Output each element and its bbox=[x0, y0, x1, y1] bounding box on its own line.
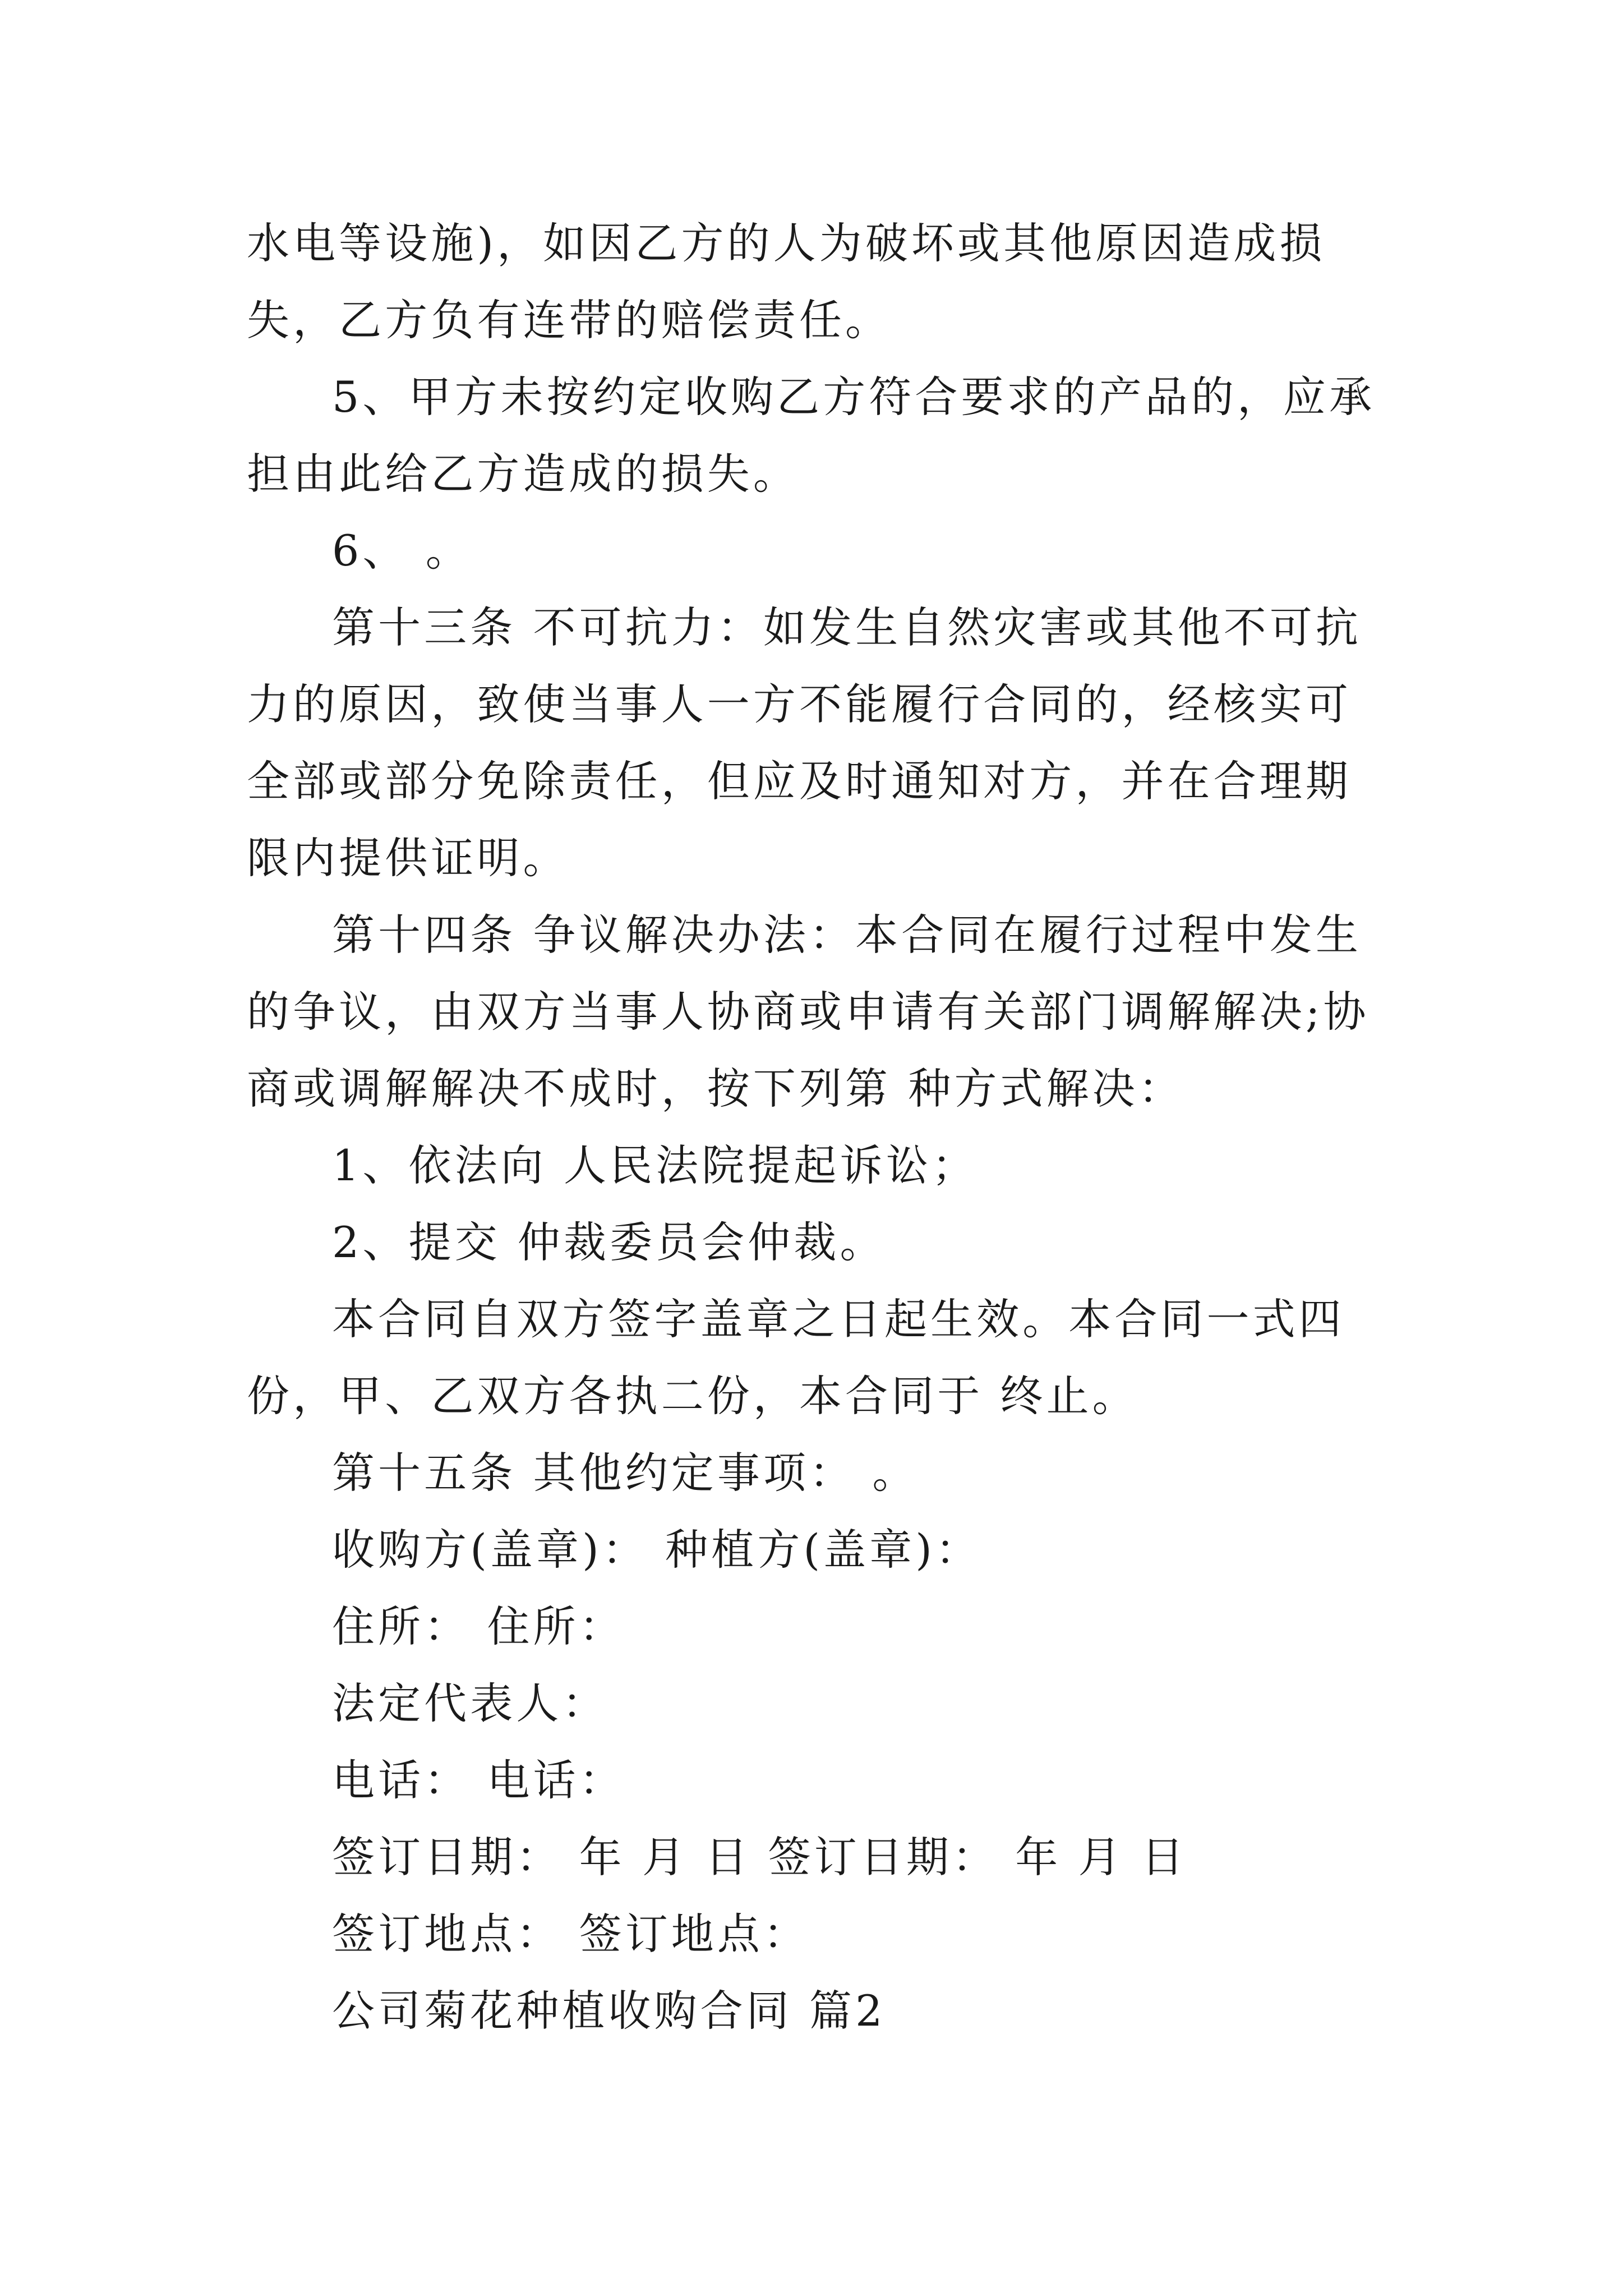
paragraph-clause-5: 5、甲方未按约定收购乙方符合要求的产品的，应承担由此给乙方造成的损失。 bbox=[247, 372, 1376, 499]
paragraph-option-1: 1、依法向 人民法院提起诉讼； bbox=[332, 1140, 978, 1190]
section-heading-part-2: 公司菊花种植收购合同 篇2 bbox=[332, 1986, 886, 2036]
paragraph-option-2: 2、提交 仲裁委员会仲裁。 bbox=[332, 1217, 886, 1267]
document-body bbox=[247, 205, 1385, 2049]
signature-line-seal: 收购方(盖章)： 种植方(盖章)： bbox=[332, 1525, 982, 1575]
paragraph-article-15: 第十五条 其他约定事项： 。 bbox=[332, 1448, 919, 1498]
paragraph-article-13: 第十三条 不可抗力：如发生自然灾害或其他不可抗力的原因，致使当事人一方不能履行合同的，经核实可全部或部分免除责任，但应及时通知对方，并在合理期限内提供证明。 bbox=[247, 602, 1362, 883]
signature-line-address: 住所： 住所： bbox=[332, 1602, 625, 1651]
signature-line-legal-rep: 法定代表人： bbox=[332, 1678, 608, 1728]
paragraph-effectiveness: 本合同自双方签字盖章之日起生效。本合同一式四份，甲、乙双方各执二份，本合同于 终止。 bbox=[247, 1294, 1345, 1421]
signature-line-place: 签订地点： 签订地点： bbox=[332, 1909, 810, 1959]
paragraph-clause-6: 6、 。 bbox=[332, 526, 472, 576]
paragraph-article-14: 第十四条 争议解决办法：本合同在履行过程中发生的争议，由双方当事人协商或申请有关部门调解解决;协商或调解解决不成时，按下列第 种方式解决： bbox=[247, 910, 1370, 1114]
signature-line-phone: 电话： 电话： bbox=[332, 1755, 625, 1805]
signature-line-date: 签订日期： 年 月 日 签订日期： 年 月 日 bbox=[332, 1832, 1187, 1882]
paragraph-facility-liability: 水电等设施)，如因乙方的人为破坏或其他原因造成损失，乙方负有连带的赔偿责任。 bbox=[247, 218, 1326, 345]
